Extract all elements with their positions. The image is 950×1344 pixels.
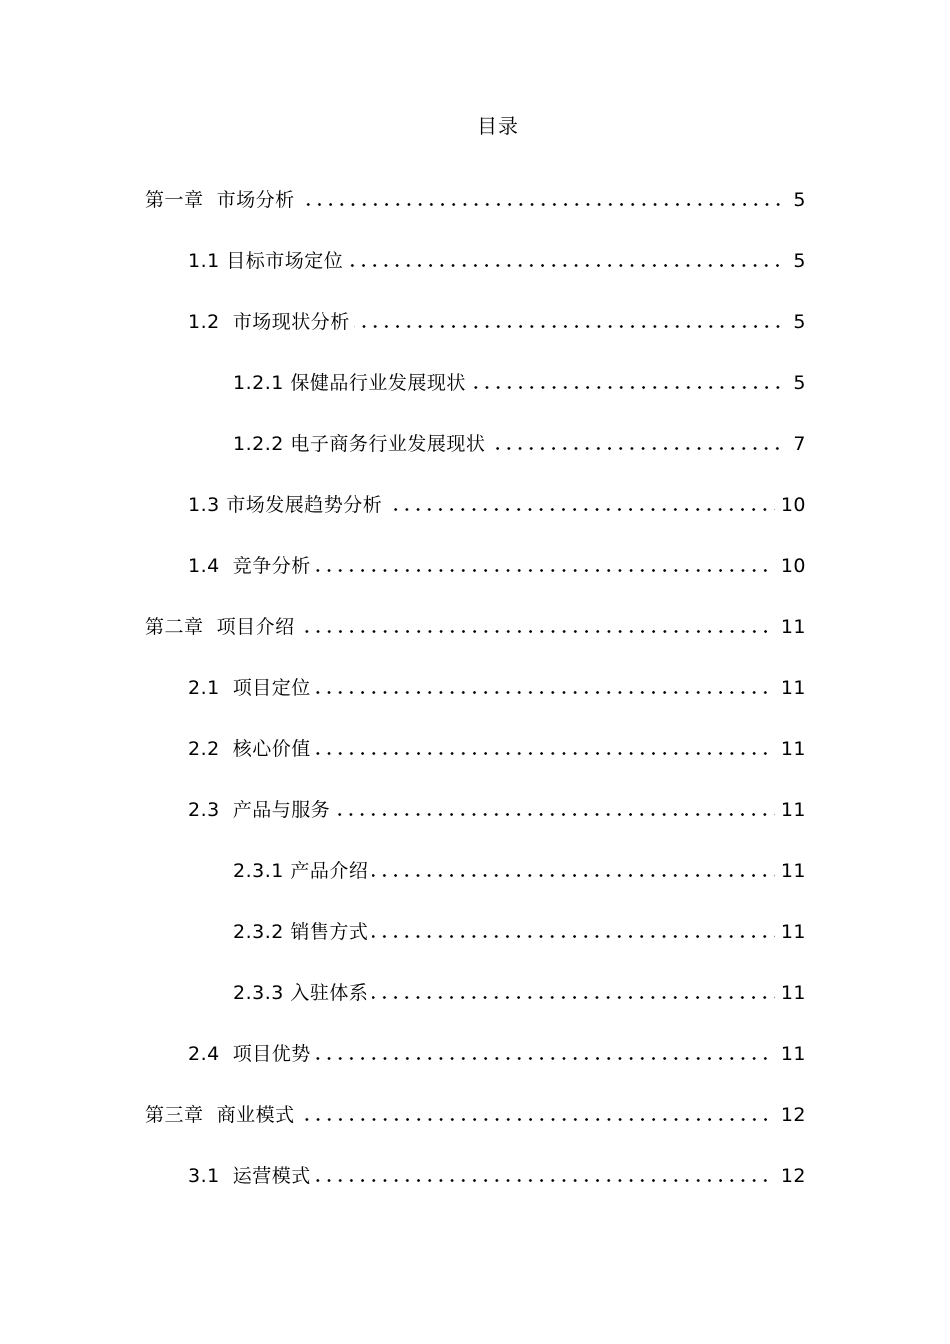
toc-page-number: 11 xyxy=(780,737,806,760)
toc-dot-leader xyxy=(299,203,788,206)
toc-dot-leader xyxy=(315,569,775,572)
toc-entry-text: 1.2 市场现状分析 xyxy=(188,310,350,333)
toc-entry-text: 2.4 项目优势 xyxy=(188,1042,311,1065)
toc-entry-1-2[interactable] xyxy=(0,291,950,352)
toc-page-number: 12 xyxy=(780,1103,806,1126)
toc-dot-leader xyxy=(386,508,775,511)
toc-page-number: 11 xyxy=(780,798,806,821)
toc-page-number: 5 xyxy=(793,371,806,394)
toc-entry-text: 第三章 商业模式 xyxy=(145,1103,295,1126)
toc-page-number: 5 xyxy=(793,310,806,333)
toc-dot-leader xyxy=(315,752,775,755)
toc-entry-2-1[interactable] xyxy=(0,657,950,718)
toc-entry-2-3-3[interactable] xyxy=(0,962,950,1023)
toc-page-number: 11 xyxy=(780,920,806,943)
toc-dot-leader xyxy=(372,996,774,999)
toc-entry-text: 1.3 市场发展趋势分析 xyxy=(188,493,383,516)
toc-page-number: 11 xyxy=(780,615,806,638)
toc-entry-text: 第二章 项目介绍 xyxy=(145,615,295,638)
toc-page-number: 10 xyxy=(780,554,806,577)
toc-dot-leader xyxy=(299,630,775,633)
toc-entry-1-2-2[interactable] xyxy=(0,413,950,474)
toc-page-number: 7 xyxy=(793,432,806,455)
toc-entry-text: 1.2.2 电子商务行业发展现状 xyxy=(233,432,486,455)
toc-entry-text: 1.2.1 保健品行业发展现状 xyxy=(233,371,466,394)
toc-entry-1-3[interactable] xyxy=(0,474,950,535)
toc-title: 目录 xyxy=(477,114,519,138)
toc-page-number: 5 xyxy=(793,188,806,211)
toc-page-number: 5 xyxy=(793,249,806,272)
toc-dot-leader xyxy=(347,264,787,267)
toc-dot-leader xyxy=(315,691,775,694)
toc-entry-2-3[interactable] xyxy=(0,779,950,840)
toc-dot-leader xyxy=(354,325,788,328)
toc-entry-chapter-2[interactable] xyxy=(0,596,950,657)
toc-entry-2-4[interactable] xyxy=(0,1023,950,1084)
toc-entry-2-3-2[interactable] xyxy=(0,901,950,962)
toc-dot-leader xyxy=(334,813,775,816)
toc-dot-leader xyxy=(299,1118,775,1121)
toc-entry-text: 第一章 市场分析 xyxy=(145,188,295,211)
toc-page-number: 12 xyxy=(780,1164,806,1187)
toc-entry-chapter-3[interactable] xyxy=(0,1084,950,1145)
toc-dot-leader xyxy=(372,935,774,938)
toc-entry-text: 2.3.2 销售方式 xyxy=(233,920,369,943)
toc-page-number: 10 xyxy=(780,493,806,516)
toc-dot-leader xyxy=(315,1057,775,1060)
toc-entry-text: 1.1 目标市场定位 xyxy=(188,249,344,272)
toc-entry-text: 2.3.1 产品介绍 xyxy=(233,859,369,882)
toc-entry-2-2[interactable] xyxy=(0,718,950,779)
toc-entry-1-4[interactable] xyxy=(0,535,950,596)
toc-page-number: 11 xyxy=(780,981,806,1004)
toc-page-number: 11 xyxy=(780,1042,806,1065)
toc-entry-text: 2.2 核心价值 xyxy=(188,737,311,760)
toc-entry-text: 2.3.3 入驻体系 xyxy=(233,981,369,1004)
toc-list xyxy=(0,169,950,1206)
toc-dot-leader xyxy=(489,447,787,450)
toc-entry-chapter-1[interactable] xyxy=(0,169,950,230)
toc-dot-leader xyxy=(315,1179,775,1182)
toc-entry-1-1[interactable] xyxy=(0,230,950,291)
toc-entry-1-2-1[interactable] xyxy=(0,352,950,413)
toc-entry-text: 1.4 竞争分析 xyxy=(188,554,311,577)
toc-entry-2-3-1[interactable] xyxy=(0,840,950,901)
toc-entry-text: 2.3 产品与服务 xyxy=(188,798,331,821)
toc-entry-text: 3.1 运营模式 xyxy=(188,1164,311,1187)
toc-entry-text: 2.1 项目定位 xyxy=(188,676,311,699)
toc-page-number: 11 xyxy=(780,859,806,882)
toc-dot-leader xyxy=(470,386,788,389)
toc-entry-3-1[interactable] xyxy=(0,1145,950,1206)
toc-page-number: 11 xyxy=(780,676,806,699)
toc-dot-leader xyxy=(372,874,774,877)
